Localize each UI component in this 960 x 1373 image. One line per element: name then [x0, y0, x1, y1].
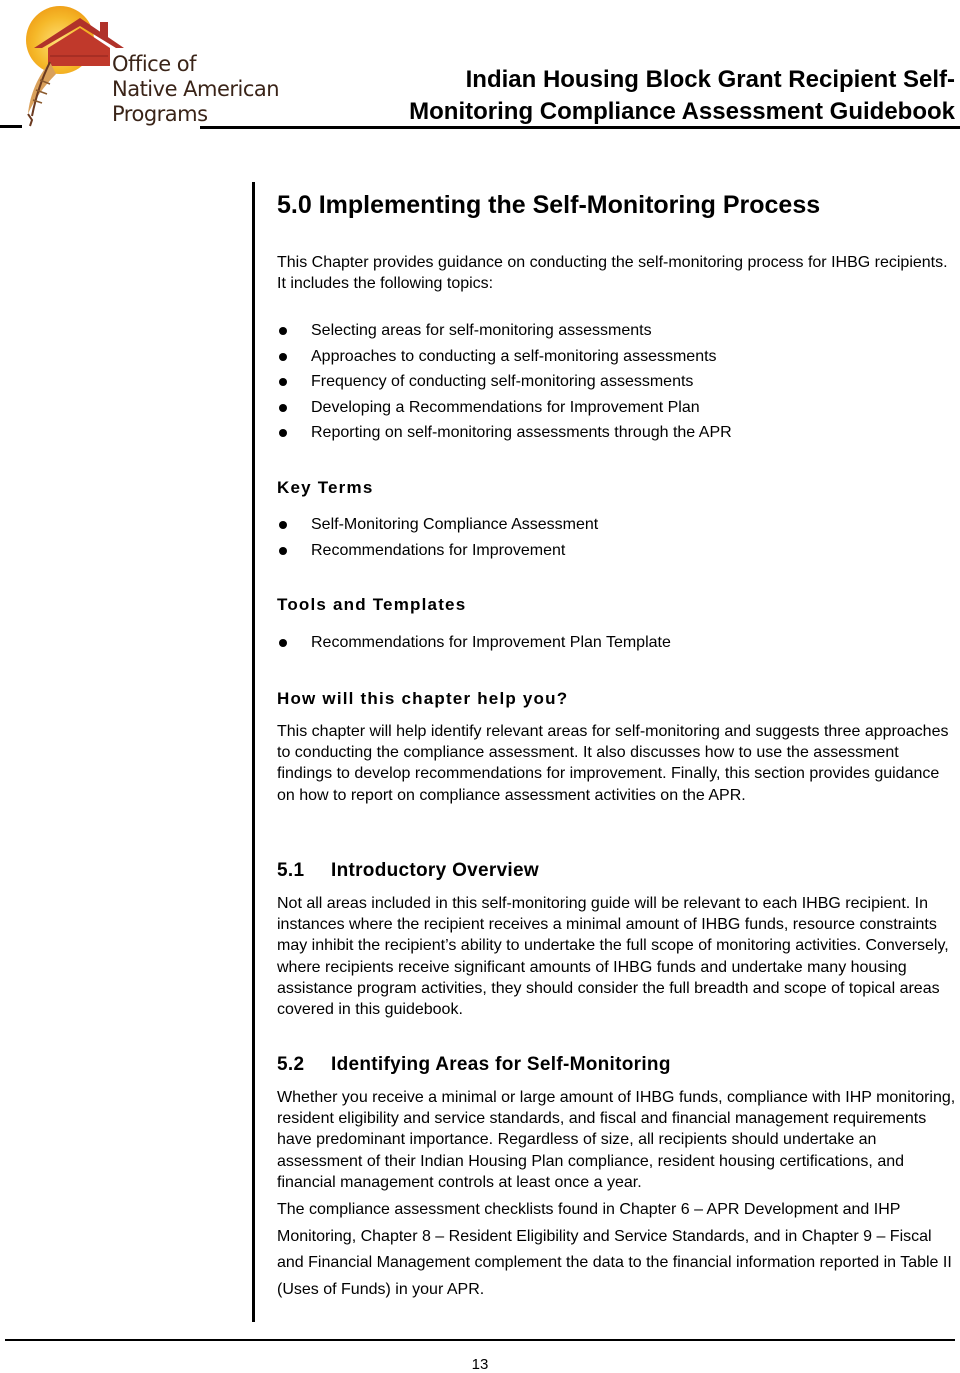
bullet-icon [279, 404, 287, 412]
section-5-2-heading [277, 1053, 671, 1077]
section-number: 5.1 [277, 860, 305, 881]
document-title [409, 64, 955, 128]
key-terms-list [277, 512, 598, 563]
chapter-title: 5.0 Implementing the Self-Monitoring Process [277, 191, 821, 219]
tools-list [277, 630, 671, 656]
list-item [277, 395, 732, 421]
chapter-intro: This Chapter provides guidance on conducting the self-monitoring process for IHBG recipients. It includes the following topics: [277, 254, 948, 293]
list-item [277, 420, 732, 446]
bullet-icon [279, 521, 287, 529]
bullet-icon [279, 378, 287, 386]
list-item [277, 369, 732, 395]
list-item-text: Selecting areas for self-monitoring assessments [311, 322, 652, 339]
header-rule [200, 126, 960, 129]
footer-rule [5, 1339, 955, 1341]
bullet-icon [279, 547, 287, 555]
topics-list [277, 318, 732, 446]
logo-line-2: Native American [112, 77, 280, 101]
key-terms-heading: Key Terms [277, 478, 374, 497]
list-item [277, 512, 598, 538]
list-item-text: Recommendations for Improvement [311, 541, 566, 559]
list-item [277, 318, 732, 344]
section-5-1-text: Not all areas included in this self-monitoring guide will be relevant to each IHBG recipient. In instances where the recipient receives a minimal amount of IHBG funds, resource constraints may inhibit the recipient’s ability to undertake the full scope of monitoring activities. Conversely, where recipients receive significant amounts of IHBG funds and undertake many housing assistance program activities, they should consider the full breadth and scope of topical areas covered in this guidebook. [277, 895, 949, 1019]
margin-rule [252, 182, 255, 1322]
section-number: 5.2 [277, 1054, 305, 1075]
section-title: Introductory Overview [331, 860, 539, 881]
help-heading: How will this chapter help you? [277, 689, 569, 708]
office-logo [20, 4, 280, 129]
list-item-text: Reporting on self-monitoring assessments through the APR [311, 424, 732, 442]
logo-line-3: Programs [112, 102, 208, 126]
logo-line-1: Office of [112, 52, 197, 76]
section-5-2-para-1: Whether you receive a minimal or large amount of IHBG funds, compliance with IHP monitoring, resident eligibility and service standards, and fiscal and financial management requirements have predominant importance. Regardless of size, all recipients should undertake an assessment of their Indian Housing Plan compliance, resident housing certifications, and financial management controls at least once a year. [277, 1089, 956, 1191]
section-5-2-para-2: The compliance assessment checklists found in Chapter 6 – APR Development and IHP Monitoring, Chapter 8 – Resident Eligibility and Service Standards, and in Chapter 9 – Fiscal and Financial Management complement the data to the financial information reported in Table II (Uses of Funds) in your APR. [277, 1201, 952, 1298]
list-item-text: Approaches to conducting a self-monitoring assessments [311, 347, 717, 365]
logo-text [112, 52, 279, 127]
document-title-line-2: Monitoring Compliance Assessment Guidebook [409, 98, 955, 125]
document-title-line-1: Indian Housing Block Grant Recipient Self- [465, 66, 955, 93]
list-item-text: Developing a Recommendations for Improvement Plan [311, 398, 700, 416]
help-text: This chapter will help identify relevant areas for self-monitoring and suggests three approaches to conducting the compliance assessment. It also discusses how to use the assessment findings to develop recommendations for improvement. Finally, this section provides guidance on how to report on compliance assessment activities on the APR. [277, 723, 949, 804]
list-item [277, 538, 598, 564]
tools-heading: Tools and Templates [277, 595, 467, 614]
list-item [277, 630, 671, 656]
section-title: Identifying Areas for Self-Monitoring [331, 1054, 671, 1075]
list-item [277, 344, 732, 370]
feather-icon [28, 62, 56, 126]
list-item-text: Recommendations for Improvement Plan Template [311, 634, 671, 651]
bullet-icon [279, 429, 287, 437]
page-number: 13 [471, 1356, 489, 1373]
bullet-icon [279, 327, 287, 335]
list-item-text: Frequency of conducting self-monitoring assessments [311, 373, 694, 391]
list-item-text: Self-Monitoring Compliance Assessment [311, 516, 599, 533]
house-chimney-icon [100, 22, 108, 38]
bullet-icon [279, 639, 287, 647]
section-5-1-heading [277, 859, 539, 883]
header-rule-left [0, 125, 22, 128]
bullet-icon [279, 353, 287, 361]
